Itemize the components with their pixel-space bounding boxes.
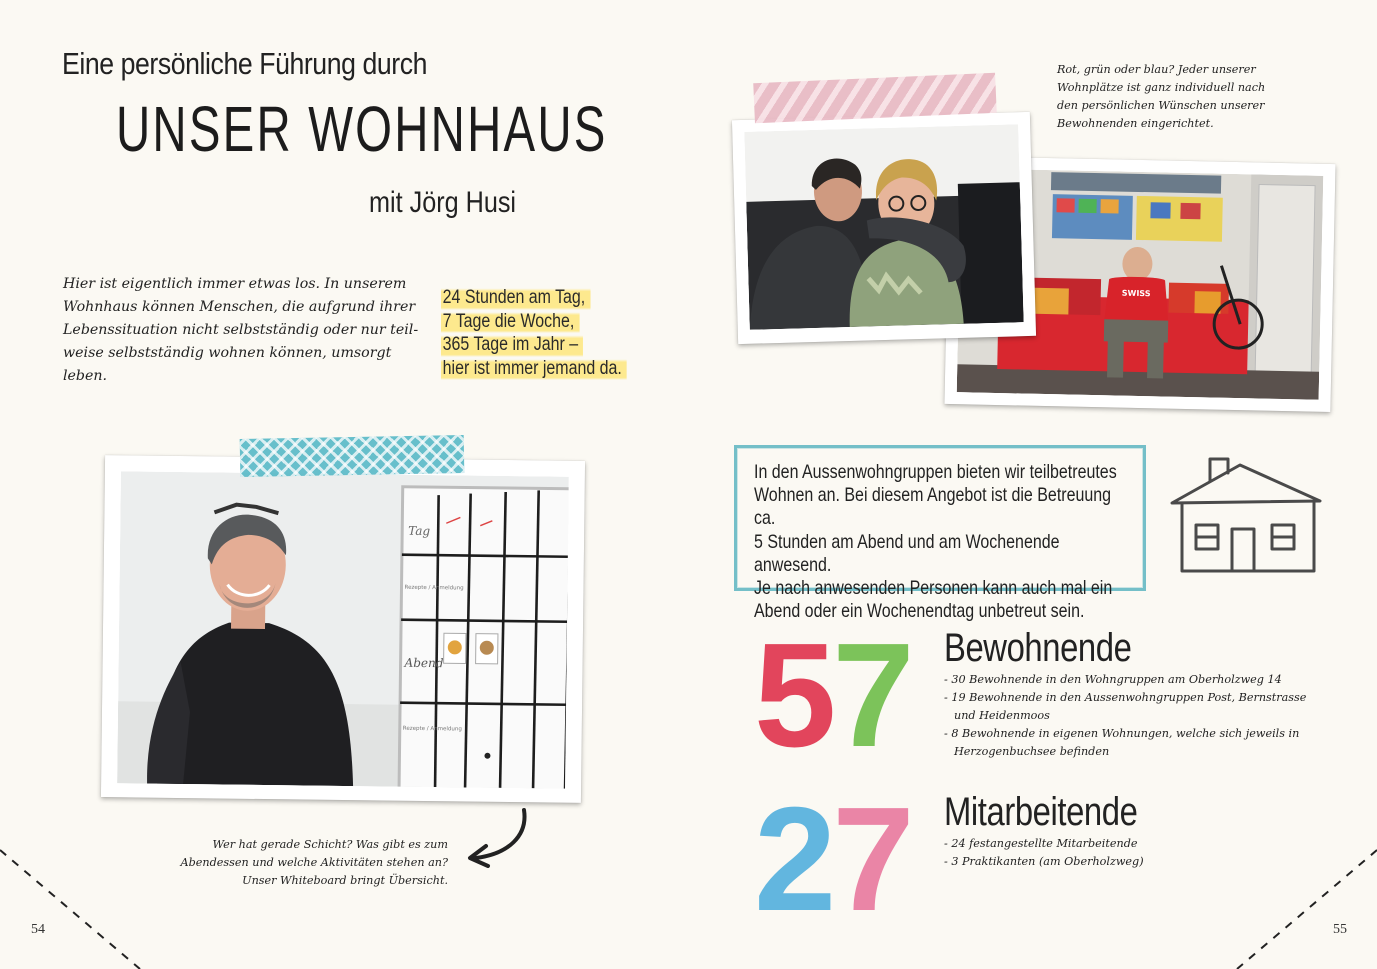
info-line: Wohnen an. Bei diesem Angebot ist die Betreuung ca. xyxy=(754,484,1112,530)
whiteboard-photo xyxy=(101,455,585,803)
page-number-right: 55 xyxy=(1333,922,1347,937)
list-item: - 3 Praktikanten (am Oberholzweg) xyxy=(944,855,1144,868)
info-line: In den Aussenwohngruppen bieten wir teilbetreutes xyxy=(754,461,1117,483)
caption-line: Bewohnenden eingerichtet. xyxy=(1057,117,1214,130)
subtitle: mit Jörg Husi xyxy=(369,186,517,219)
info-box-text xyxy=(754,461,1123,623)
caption-line: Abendessen und welche Aktivitäten stehen an? xyxy=(180,856,448,869)
residents-label: Bewohnende xyxy=(944,626,1132,670)
house-icon xyxy=(1166,455,1324,577)
whiteboard-label: Abend xyxy=(404,655,444,671)
caption-line: Wohnplätze ist ganz individuell nach xyxy=(1057,81,1266,94)
couple-photo xyxy=(732,112,1036,344)
blue-washi-tape xyxy=(240,435,465,477)
whiteboard-caption xyxy=(166,836,448,890)
lead-line: Hier ist eigentlich immer etwas los. In unserem xyxy=(63,276,407,292)
list-item: - 8 Bewohnende in eigenen Wohnungen, welche sich jeweils in Herzogenbuchsee befinden xyxy=(944,727,1300,758)
caption-line: Unser Whiteboard bringt Übersicht. xyxy=(242,874,448,887)
highlight-line: 24 Stunden am Tag, xyxy=(441,286,590,310)
info-line: Je nach anwesenden Personen kann auch mal ein xyxy=(754,577,1113,600)
dashed-corner-decoration xyxy=(1227,836,1377,969)
info-line: Abend oder ein Wochenendtag unbetreut sein. xyxy=(754,600,1085,623)
highlight-line: 365 Tage im Jahr – xyxy=(441,333,583,357)
curved-arrow-icon xyxy=(462,806,534,868)
lead-line: Wohnhaus können Menschen, die aufgrund ihrer xyxy=(63,299,416,315)
page-number-left: 54 xyxy=(31,922,45,937)
whiteboard-scene-illustration xyxy=(117,471,569,788)
list-item: - 30 Bewohnende in den Wohngruppen am Oberholzweg 14 xyxy=(944,673,1282,686)
digit: 7 xyxy=(832,613,911,778)
couple-scene-illustration xyxy=(744,124,1023,330)
staff-number xyxy=(754,777,911,942)
digit: 7 xyxy=(832,777,911,942)
caption-line: den persönlichen Wünschen unserer xyxy=(1057,99,1265,112)
dashed-corner-decoration xyxy=(0,836,150,969)
whiteboard-label: Rezepte / Anmeldung xyxy=(404,584,464,592)
list-item: - 24 festangestellte Mitarbeitende xyxy=(944,837,1138,850)
lead-paragraph xyxy=(63,273,433,388)
staff-label: Mitarbeitende xyxy=(944,790,1138,834)
whiteboard-label: Tag xyxy=(408,523,431,539)
room-photo-caption xyxy=(1057,61,1317,133)
whiteboard-label: Rezepte / Anmeldung xyxy=(402,725,462,733)
assisted-living-info-box xyxy=(734,445,1146,623)
info-line: 5 Stunden am Abend und am Wochenende anwesend. xyxy=(754,530,1060,576)
highlight-line: 7 Tage die Woche, xyxy=(441,310,579,334)
highlight-block xyxy=(441,286,662,380)
couple-photo-image xyxy=(744,124,1023,330)
page-title: UNSER WOHNHAUS xyxy=(116,93,608,165)
lead-line: weise selbstständig wohnen können, umsorgt leben. xyxy=(63,345,392,384)
residents-number xyxy=(754,613,911,778)
lead-line: Lebenssituation nicht selbstständig oder nur teil- xyxy=(63,322,419,338)
digit: 2 xyxy=(754,777,833,942)
residents-list xyxy=(944,671,1316,761)
caption-line: Rot, grün oder blau? Jeder unserer xyxy=(1057,63,1256,76)
caption-line: Wer hat gerade Schicht? Was gibt es zum xyxy=(212,838,448,851)
intro-line: Eine persönliche Führung durch xyxy=(62,46,428,81)
shirt-text: SWISS xyxy=(1121,288,1151,299)
list-item: - 19 Bewohnende in den Aussenwohngruppen Post, Bernstrasse und Heidenmoos xyxy=(944,691,1307,722)
highlight-line: hier ist immer jemand da. xyxy=(441,357,627,381)
digit: 5 xyxy=(754,613,833,778)
whiteboard-photo-image xyxy=(117,471,569,788)
